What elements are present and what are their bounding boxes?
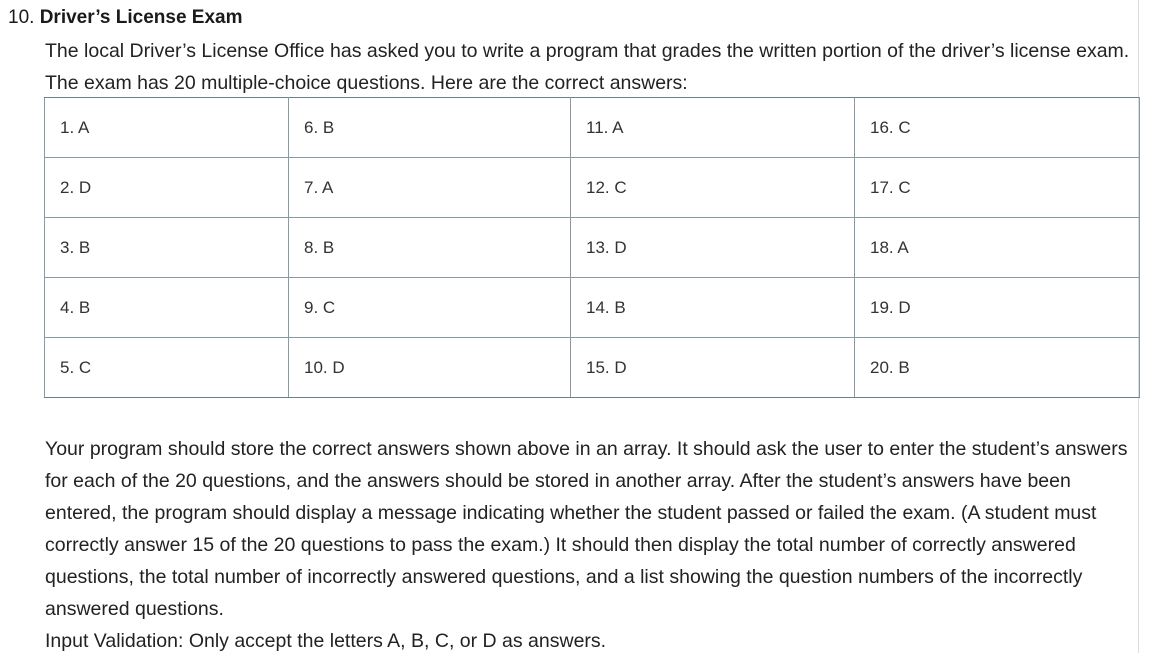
answer-cell: 5. C: [45, 338, 289, 398]
answer-cell: 17. C: [855, 158, 1140, 218]
answer-cell: 8. B: [289, 218, 571, 278]
table-row: [45, 218, 1140, 278]
answer-cell: 11. A: [571, 98, 855, 158]
answer-cell: 14. B: [571, 278, 855, 338]
answer-cell: 3. B: [45, 218, 289, 278]
answer-cell: 19. D: [855, 278, 1140, 338]
answer-cell: 18. A: [855, 218, 1140, 278]
answer-cell: 15. D: [571, 338, 855, 398]
answer-cell: 20. B: [855, 338, 1140, 398]
answer-cell: 4. B: [45, 278, 289, 338]
answer-key-table: [44, 97, 1140, 398]
answer-cell: 13. D: [571, 218, 855, 278]
exercise-title: Driver’s License Exam: [39, 7, 243, 28]
description-paragraph: Your program should store the correct answers shown above in an array. It should ask the user to enter the student’s answers for each of the 20 questions, and the answers should be stored in another array. After the student’s answers have been entered, the program should display a message indicating whether the student passed or failed the exam. (A student must correctly answer 15 of the 20 questions to pass the exam.) It should then display the total number of correctly answered questions, the total number of incorrectly answered questions, and a list showing the question numbers of the incorrectly answered questions.: [45, 438, 1128, 620]
exercise-description: [45, 433, 1137, 657]
exercise-heading: [8, 6, 243, 30]
intro-paragraph: The local Driver’s License Office has asked you to write a program that grades the written portion of the driver’s license exam. The exam has 20 multiple-choice questions. Here are the correct answers:: [45, 40, 1130, 94]
answer-cell: 16. C: [855, 98, 1140, 158]
answer-cell: 6. B: [289, 98, 571, 158]
answer-cell: 7. A: [289, 158, 571, 218]
answer-cell: 2. D: [45, 158, 289, 218]
answer-cell: 9. C: [289, 278, 571, 338]
table-row: [45, 158, 1140, 218]
input-validation-note: Input Validation: Only accept the letters A, B, C, or D as answers.: [45, 630, 607, 652]
table-row: [45, 278, 1140, 338]
answer-cell: 12. C: [571, 158, 855, 218]
exercise-number: 10.: [8, 7, 35, 28]
table-row: [45, 338, 1140, 398]
answer-cell: 10. D: [289, 338, 571, 398]
table-row: [45, 98, 1140, 158]
answer-cell: 1. A: [45, 98, 289, 158]
